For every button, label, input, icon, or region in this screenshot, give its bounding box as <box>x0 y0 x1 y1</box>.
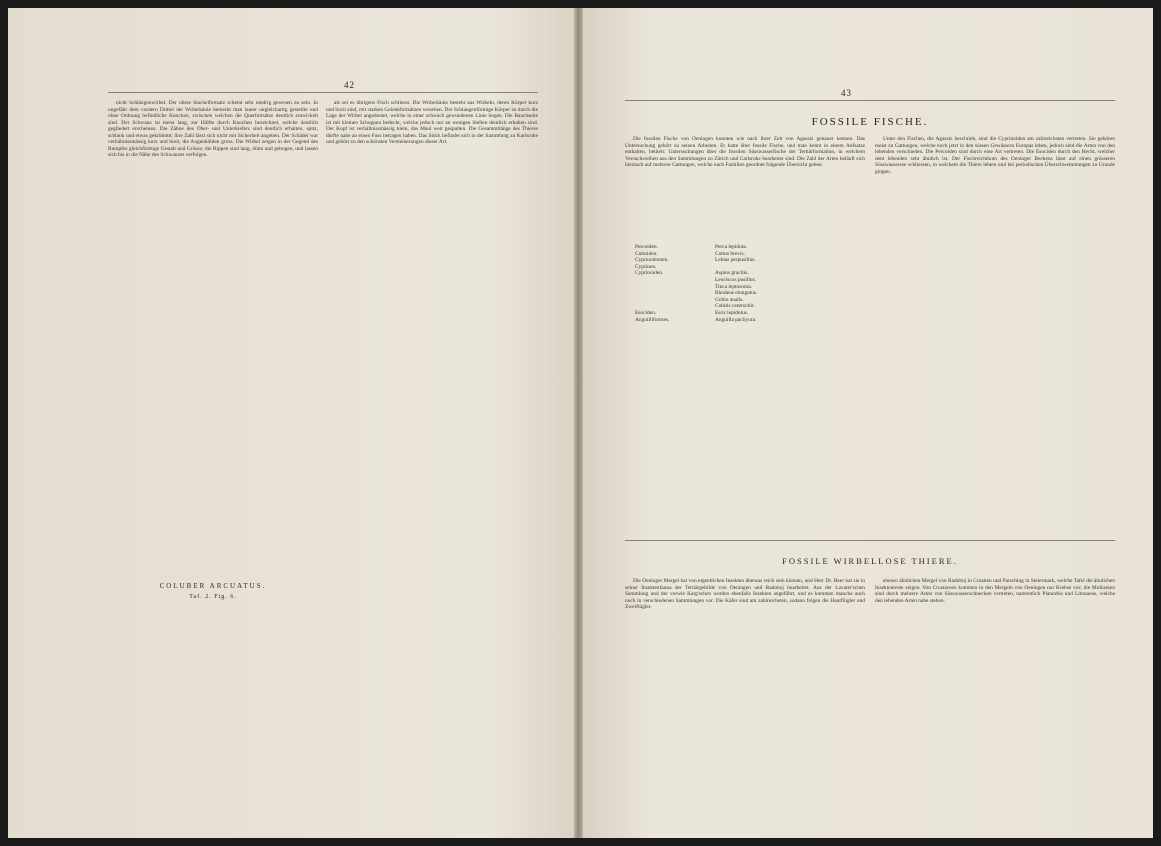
genus-cell: Leuciscus pusillus. <box>715 276 757 283</box>
fish-table-row <box>635 264 865 271</box>
left-header-rule <box>108 92 538 93</box>
fish-table-row <box>635 297 865 304</box>
left-col1-paragraph: nicht Schlängenwirbel. Der obere Stachelfortsatz scheint sehr niedrig gewesen zu sein. In ungefähr dem vordern Drittel der Wirbelsäule bemerkt man lauter ungleichartig gestellte und ohne Ordnung befindliche Knochen, zwischen welchen die Querfortsätze deutlich entwickelt sind. Der Schwanz ist meist lang, zur Hälfte durch Knochen bezeichnet, welche deutlich gegliedert erscheinen. Die Zähne des Ober- und Unterkiefers sind deutlich erhalten, spitz, schlank und etwas gekrümmt; ihre Zahl lässt sich nicht mit Sicherheit angeben. Der Schädel war verhältnissmässig kurz und breit, die Augenhöhlen gross. Die Wirbel zeigen in der Gegend des Rumpfes gleichförmige Gestalt und Grösse; die Rippen sind lang, dünn und gebogen, und lassen sich bis in die Nähe des Schwanzes verfolgen. <box>108 100 318 159</box>
family-cell: Cottoiden. <box>635 250 658 257</box>
fish-table-row <box>635 251 865 258</box>
fish-families-table <box>635 244 865 323</box>
coluber-section-title: COLUBER ARCUATUS. <box>159 582 267 590</box>
fish-table-row <box>635 284 865 291</box>
fish-table-row <box>635 270 865 277</box>
right-page-number: 43 <box>841 88 852 98</box>
left-page <box>8 8 574 838</box>
genus-cell: Cottus brevis. <box>715 250 745 257</box>
wirbellose-thiere-title: FOSSILE WIRBELLOSE THIERE. <box>782 556 958 566</box>
genus-cell: Perca lepidota. <box>715 244 748 250</box>
genus-cell: Cobitis centrochir. <box>715 303 755 310</box>
family-cell <box>635 303 715 310</box>
genus-cell <box>715 264 810 271</box>
genus-cell: Gobio analis. <box>715 296 744 303</box>
family-cell <box>635 297 715 304</box>
genus-cell: Rhodeus elongatus. <box>715 290 758 297</box>
right-page <box>583 8 1153 838</box>
wirbellose-column-2 <box>875 578 1115 808</box>
family-cell <box>635 277 715 284</box>
family-cell: Anguilliformes. <box>635 316 670 323</box>
family-cell <box>635 284 715 291</box>
fische-right-column <box>875 136 1115 516</box>
fish-table-row <box>635 303 865 310</box>
wirbellose-column-1 <box>625 578 865 808</box>
genus-cell: Lebias perpusillus. <box>715 257 756 264</box>
fish-table-row <box>635 290 865 297</box>
left-page-number: 42 <box>344 80 355 90</box>
genus-cell: Aspius gracilis. <box>715 270 749 277</box>
genus-cell: Anguilla pachyura. <box>715 316 757 323</box>
genus-cell: Esox lepidotus. <box>715 309 749 316</box>
family-cell: Percoiden. <box>635 244 658 250</box>
left-column-1 <box>108 100 318 610</box>
fish-table-row <box>635 310 865 317</box>
fische-intro-column <box>625 136 865 228</box>
section-divider-rule <box>625 540 1115 541</box>
left-column-2 <box>326 100 538 700</box>
book-spread <box>8 8 1153 838</box>
family-cell: Cyprinen. <box>635 263 657 270</box>
family-cell <box>635 290 715 297</box>
family-cell: Cyprinodonten. <box>635 257 669 264</box>
wirbellose-col1-paragraph: Die Oeninger Mergel hat von eigentlichen Insekten überaus reich sein können, und Herr Dr. Heer hat sie in seiner Insektenfauna der Tertiärgebilde von Oeningen und Radoboj bearbeitet. Aus der Lavater'schen Sammlung und der vorwie Karg'schen werden ebenfalls Insekten angeführt, und es kommen manche auch noch in verschiedenen Sammlungen vor. Die Käfer sind am zahlreichsten, sodann folgen die Hautflügler und Zweiflügler. <box>625 578 865 611</box>
fish-table-row <box>635 277 865 284</box>
book-gutter <box>574 8 583 838</box>
fish-table-row <box>635 257 865 264</box>
fossile-fische-title: FOSSILE FISCHE. <box>811 116 929 128</box>
coluber-plate-ref: Taf. 2. Fig. 6. <box>189 594 237 600</box>
wirbellose-col2-paragraph: ebenso ähnlichen Mergel von Radoboj in Croatien und Parschlug in Steiermark, welche Tafel die ähnlichen Insektenreste zeigen. Von Crustaceen kommen in den Mergeln von Oeningen nur Krebse vor; die Mollusken sind durch mehrere Arten von Süsswasserschnecken vertreten, namentlich Planorbis und Limnaeus, welche den lebenden Arten nahe stehen. <box>875 578 1115 604</box>
family-cell: Esociden. <box>635 309 657 316</box>
fish-table-row <box>635 317 865 324</box>
family-cell: Cyprinoiden. <box>635 270 664 277</box>
fische-right-paragraph: Unter den Fischen, die Agassiz beschrieb, sind die Cyprinoiden am zahlreichsten vertreten. Sie gehören meist zu Gattungen, welche noch jetzt in den süssen Gewässern Europas leben, jedoch sind die Arten von den lebenden verschieden. Die Percoiden sind durch eine Art vertreten. Die Esociden durch den Hecht, welcher dem lebenden sehr ähnlich ist. Der Fischreichthum des Oeninger Beckens lässt auf einen grösseren Süsswassersee schliessen, in welchem die Thiere lebten und bei periodischen Überschwemmungen zu Grunde gingen. <box>875 136 1115 175</box>
genus-cell: Tinca leptosoma. <box>715 283 752 290</box>
left-col2-paragraph: als sei es übrigens Fisch schliesst. Die Wirbelsäule besteht aus Wirbeln, deren Körper kurz und hoch sind, mit starken Gelenkfortsätzen versehen. Der Schlangenförmige Körper ist durch die Lage der Wirbel angedeutet, welche in einer schwach gewundenen Linie liegen. Die Bauchseite ist mit kleinen Schuppen bedeckt, welche jedoch nur an wenigen Stellen deutlich erhalten sind. Der Kopf ist verhältnissmässig klein, das Maul weit gespalten. Die Gesammtlänge des Thieres dürfte nahe an einen Fuss betragen haben. Das Stück befindet sich in der Sammlung zu Karlsruhe und gehört zu den schönsten Versteinerungen dieser Art. <box>326 100 538 146</box>
fish-table-row <box>635 244 865 251</box>
right-header-rule <box>625 100 1115 101</box>
fische-intro-paragraph: Die fossilen Fische von Oeningen konnten wie nach ihrer Zeit von Agassiz genauer kennen. Das Untersuchung gehört zu seinen Arbeiten. Er hatte über fossile Fische, und man kennt in einem Aufsatze enthalten, betitelt: Untersuchungen über die fossilen Süsswasserfische der Tertiärformation, in welchem Versuchsreihen aus den Sammlungen zu Zürich und Carlsruhe bearbeitet sind. Die Zahl der Arten beläuft sich hiernach auf mehrere Gattungen, welche nach Familien geordnet folgende Übersicht geben. <box>625 136 865 169</box>
